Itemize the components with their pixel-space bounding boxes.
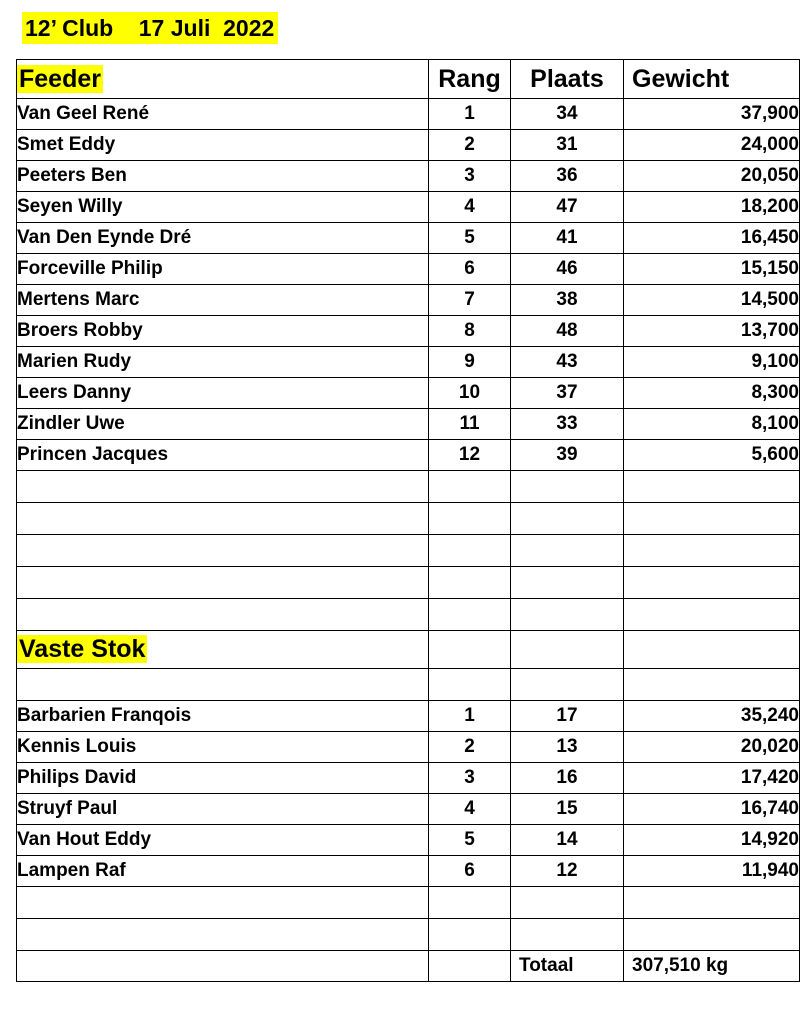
- gewicht-value: 8,300: [624, 378, 800, 409]
- table-row: [17, 223, 800, 254]
- angler-name: Zindler Uwe: [17, 409, 429, 440]
- section-header-cell: [17, 60, 429, 99]
- table-row: [17, 254, 800, 285]
- rang-value: 2: [429, 732, 511, 763]
- empty-cell: [429, 631, 511, 669]
- empty-cell: [17, 503, 429, 535]
- plaats-value: 39: [511, 440, 624, 471]
- empty-cell: [429, 535, 511, 567]
- plaats-value: 48: [511, 316, 624, 347]
- table-row: [17, 316, 800, 347]
- empty-cell: [429, 951, 511, 982]
- empty-row: [17, 669, 800, 701]
- empty-cell: [429, 887, 511, 919]
- column-header-rang: Rang: [429, 60, 511, 99]
- empty-cell: [17, 669, 429, 701]
- table-row: [17, 794, 800, 825]
- empty-cell: [511, 471, 624, 503]
- gewicht-value: 14,500: [624, 285, 800, 316]
- gewicht-value: 20,020: [624, 732, 800, 763]
- empty-row: [17, 471, 800, 503]
- plaats-value: 43: [511, 347, 624, 378]
- plaats-value: 12: [511, 856, 624, 887]
- plaats-value: 16: [511, 763, 624, 794]
- gewicht-value: 37,900: [624, 99, 800, 130]
- empty-row: [17, 567, 800, 599]
- page-title: 12’ Club 17 Juli 2022: [22, 12, 278, 44]
- plaats-value: 36: [511, 161, 624, 192]
- empty-cell: [429, 919, 511, 951]
- gewicht-value: 17,420: [624, 763, 800, 794]
- empty-row: [17, 535, 800, 567]
- angler-name: Seyen Willy: [17, 192, 429, 223]
- table-row: [17, 99, 800, 130]
- empty-cell: [511, 919, 624, 951]
- empty-cell: [624, 669, 800, 701]
- table-row: [17, 347, 800, 378]
- gewicht-value: 5,600: [624, 440, 800, 471]
- plaats-value: 41: [511, 223, 624, 254]
- angler-name: Kennis Louis: [17, 732, 429, 763]
- gewicht-value: 20,050: [624, 161, 800, 192]
- empty-cell: [624, 599, 800, 631]
- gewicht-value: 35,240: [624, 701, 800, 732]
- rang-value: 1: [429, 701, 511, 732]
- angler-name: Broers Robby: [17, 316, 429, 347]
- angler-name: Mertens Marc: [17, 285, 429, 316]
- section-row-vaste-stok: [17, 631, 800, 669]
- empty-row: [17, 887, 800, 919]
- empty-cell: [17, 567, 429, 599]
- empty-row: [17, 599, 800, 631]
- plaats-value: 17: [511, 701, 624, 732]
- empty-cell: [511, 599, 624, 631]
- table-row: [17, 440, 800, 471]
- empty-cell: [624, 567, 800, 599]
- total-row: [17, 951, 800, 982]
- table-row: [17, 161, 800, 192]
- empty-cell: [429, 567, 511, 599]
- rang-value: 1: [429, 99, 511, 130]
- empty-cell: [511, 503, 624, 535]
- empty-cell: [17, 471, 429, 503]
- gewicht-value: 15,150: [624, 254, 800, 285]
- empty-cell: [429, 599, 511, 631]
- rang-value: 3: [429, 763, 511, 794]
- plaats-value: 31: [511, 130, 624, 161]
- gewicht-value: 18,200: [624, 192, 800, 223]
- rang-value: 6: [429, 856, 511, 887]
- empty-cell: [17, 919, 429, 951]
- gewicht-value: 13,700: [624, 316, 800, 347]
- empty-cell: [17, 887, 429, 919]
- table-row: [17, 856, 800, 887]
- rang-value: 12: [429, 440, 511, 471]
- empty-cell: [511, 669, 624, 701]
- results-table-body: [17, 60, 800, 982]
- angler-name: Leers Danny: [17, 378, 429, 409]
- table-row: [17, 732, 800, 763]
- plaats-value: 15: [511, 794, 624, 825]
- angler-name: Struyf Paul: [17, 794, 429, 825]
- angler-name: Forceville Philip: [17, 254, 429, 285]
- empty-cell: [624, 535, 800, 567]
- section-title-feeder: Feeder: [19, 64, 101, 93]
- gewicht-value: 24,000: [624, 130, 800, 161]
- gewicht-value: 11,940: [624, 856, 800, 887]
- rang-value: 5: [429, 223, 511, 254]
- empty-cell: [624, 919, 800, 951]
- rang-value: 4: [429, 794, 511, 825]
- rang-value: 6: [429, 254, 511, 285]
- table-row: [17, 825, 800, 856]
- total-value: 307,510 kg: [624, 951, 800, 982]
- gewicht-value: 16,740: [624, 794, 800, 825]
- gewicht-value: 9,100: [624, 347, 800, 378]
- table-row: [17, 130, 800, 161]
- results-table: [16, 59, 800, 982]
- table-row: [17, 192, 800, 223]
- angler-name: Philips David: [17, 763, 429, 794]
- gewicht-value: 8,100: [624, 409, 800, 440]
- angler-name: Barbarien Franqois: [17, 701, 429, 732]
- empty-row: [17, 919, 800, 951]
- table-row: [17, 701, 800, 732]
- empty-cell: [429, 503, 511, 535]
- empty-cell: [624, 631, 800, 669]
- rang-value: 7: [429, 285, 511, 316]
- plaats-value: 38: [511, 285, 624, 316]
- empty-cell: [624, 471, 800, 503]
- table-row: [17, 285, 800, 316]
- gewicht-value: 16,450: [624, 223, 800, 254]
- empty-row: [17, 503, 800, 535]
- section-title-vaste-stok: Vaste Stok: [19, 635, 146, 663]
- column-header-plaats: Plaats: [511, 60, 624, 99]
- angler-name: Van Geel René: [17, 99, 429, 130]
- empty-cell: [511, 567, 624, 599]
- rang-value: 10: [429, 378, 511, 409]
- table-header-row: [17, 60, 800, 99]
- empty-cell: [429, 471, 511, 503]
- angler-name: Van Hout Eddy: [17, 825, 429, 856]
- angler-name: Van Den Eynde Dré: [17, 223, 429, 254]
- rang-value: 11: [429, 409, 511, 440]
- plaats-value: 47: [511, 192, 624, 223]
- angler-name: Smet Eddy: [17, 130, 429, 161]
- empty-cell: [511, 535, 624, 567]
- plaats-value: 34: [511, 99, 624, 130]
- rang-value: 3: [429, 161, 511, 192]
- plaats-value: 13: [511, 732, 624, 763]
- angler-name: Peeters Ben: [17, 161, 429, 192]
- empty-cell: [17, 535, 429, 567]
- angler-name: Lampen Raf: [17, 856, 429, 887]
- rang-value: 2: [429, 130, 511, 161]
- angler-name: Princen Jacques: [17, 440, 429, 471]
- angler-name: Marien Rudy: [17, 347, 429, 378]
- plaats-value: 14: [511, 825, 624, 856]
- gewicht-value: 14,920: [624, 825, 800, 856]
- empty-cell: [17, 951, 429, 982]
- empty-cell: [511, 887, 624, 919]
- rang-value: 5: [429, 825, 511, 856]
- rang-value: 9: [429, 347, 511, 378]
- empty-cell: [17, 599, 429, 631]
- rang-value: 4: [429, 192, 511, 223]
- column-header-gewicht: Gewicht: [624, 60, 800, 99]
- plaats-value: 33: [511, 409, 624, 440]
- empty-cell: [429, 669, 511, 701]
- table-row: [17, 763, 800, 794]
- rang-value: 8: [429, 316, 511, 347]
- section-header-cell: [17, 631, 429, 669]
- plaats-value: 46: [511, 254, 624, 285]
- table-row: [17, 378, 800, 409]
- empty-cell: [624, 503, 800, 535]
- empty-cell: [511, 631, 624, 669]
- empty-cell: [624, 887, 800, 919]
- total-label: Totaal: [511, 951, 624, 982]
- plaats-value: 37: [511, 378, 624, 409]
- table-row: [17, 409, 800, 440]
